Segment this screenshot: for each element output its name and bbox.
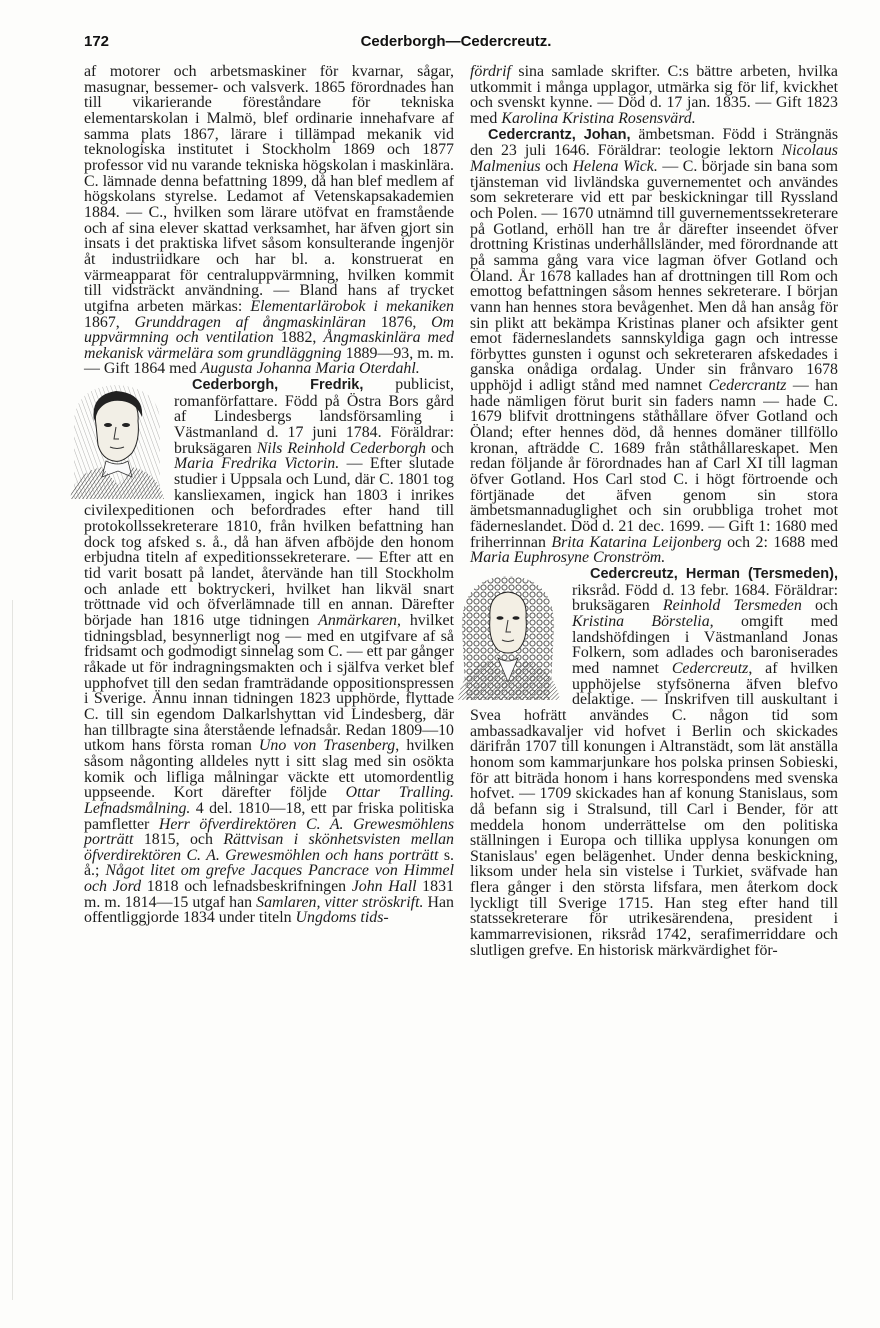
entry-cedercreutz: Cedercreutz, Herman (Tersmeden), riksråd. Född d. 13 febr. 1684. Föräldrar: bruksägaren Reinhold Tersmeden och Kristina Börstelia, omgift med landshöfdingen i Västmanland Jonas Folkern, som adlades och baroniserades med namnet Cedercreutz, af hvilken upphöjelse styfsönerna äfven blefvo delaktige. — Inskrifven till auskultant i Svea hofrätt användes C. någon tid som ambassadkavaljer vid hofvet i Berlin och skickades därifrån 1707 till konungen i Altranstädt, som lät anställa honom som kammarjunkare hos polska prinsen Sobieski, för att biträda honom i hans korrespondens med svenska hofvet. — 1709 skickades han af konung Stanislaus, som då befann sig i Stralsund, till Carl i Bender, för att meddela honom underrättelse om den politiska ställningen i Europa och tillika upplysa konungen om Stanislaus' egen belägenhet. Under denna beskickning, liksom under hela sin vistelse i Turkiet, sväfvade han flera gånger i den största lifsfara, men återkom dock lyckligt till Sverige 1715. Han steg efter hand till statssekreterare för utrikesärendena, president i kammarrevisionen, riksråd 1742, serafimerriddare och slutligen grefve. En historisk märkvärdighet för- [470, 566, 838, 958]
right-column [470, 64, 838, 958]
running-title: Cederborgh—Cedercreutz. [360, 33, 552, 50]
entry-headword: Cederborgh, Fredrik, [192, 377, 364, 394]
engraved-portrait-wigged-man-icon [452, 570, 564, 700]
entry-continuation: fördrif sina samlade skrifter. C:s bättre arbeten, hvilka utkommit i många upplagor, utmärka sig för lif, kvickhet och svenskt kynne. — Död d. 17 jan. 1835. — Gift 1823 med Karolina Kristina Rosensvärd. [470, 63, 838, 127]
entry-headword: Cedercreutz, Herman (Tersmeden), [590, 566, 838, 582]
previous-entry-continuation: af motorer och arbetsmaskiner för kvarnar, sågar, masugnar, bessemer- och valsverk. 1865 förordnades han till vikarierande föreståndare för tekniska elementarskolan i Malmö, blef ordinarie innehafvare af samma plats 1867, lärare i tillämpad mekanik vid teknologiska institutet i Stockholm 1869 och 1877 professor vid nu varande tekniska högskolan i maskinlära. C. lämnade denna befattning 1899, då han blef medlem af högskolans styrelse. Ledamot af Vetenskapsakademien 1884. — C., hvilken som lärare utöfvat en framstående och af sina elever skattad verksamhet, har äfven gjort sin insats i det praktiska lifvet såsom konsulterande ingenjör åt industriidkare och har bl. a. konstruerat en värmeapparat för centraluppvärmning, hvilken kommit till vidsträckt användning. — Bland hans af trycket utgifna arbeten märkas: Elementarlärobok i mekaniken 1867, Grunddragen af ångmaskinläran 1876, Om uppvärmning och ventilation 1882, Ångmaskinlära med mekanisk värmelära som grundläggning 1889—93, m. m. — Gift 1864 med Augusta Johanna Maria Oterdahl. [84, 63, 455, 378]
page-number: 172 [84, 33, 110, 50]
portrait-cedercreutz [452, 570, 564, 700]
page-gutter-line [12, 600, 13, 1300]
engraved-portrait-man-icon [66, 381, 166, 499]
left-column [84, 64, 454, 926]
page-header [84, 33, 828, 55]
entry-headword: Cedercrantz, Johan, [488, 126, 631, 143]
portrait-cederborgh [66, 381, 166, 499]
entry-cedercrantz: Cedercrantz, Johan, ämbetsman. Född i Strängnäs den 23 juli 1646. Föräldrar: teologie lektorn Nicolaus Malmenius och Helena Wick. — C. började sin bana som tjänsteman vid livländska guvernementet och användes som sekreterare vid ett par beskickningar till Ryssland och Polen. — 1670 utnämnd till guvernementssekreterare på Gotland, erhöll han tre år därefter inseendet öfver drottning Kristinas underhållsländer, med förordnande att på samma gång vara vice lagman öfver Gotland och Öland. År 1678 kallades han af drottningen till Rom och emottog befattningen såsom hennes sekreterare. I början vann han hennes stora bevågenhet. Men då han ansåg för sin plikt att bekämpa Kristinas planer och afsikter gent emot fäderneslandets sannskyldiga gagn och intresse förbyttes gunsten i ogunst och sekreteraren afskedades i ganska onådiga ordalag. Under sin frånvaro 1678 upphöjd i adligt stånd med namnet Cedercrantz — han hade nämligen förut burit sin faders namn — hade C. 1679 blifvit drottningens ståthållare öfver Gotland och Öland; efter hennes död, då hennes domäner tillföllo kronan, afträdde C. 1689 från ståthållareskapet. Men redan följande år förordnades han af Carl XI till lagman öfver Gotland. Hos Carl stod C. i högt förtroende och förtjänade det äfven genom sin stora ämbetsmannaduglighet och sin orubbliga trohet mot fäderneslandet. Död d. 21 dec. 1699. — Gift 1: 1680 med friherrinnan Brita Katarina Leijonberg och 2: 1688 med Maria Euphrosyne Cronström. [470, 125, 839, 567]
entry-cederborgh: Cederborgh, Fredrik, publicist, romanförfattare. Född på Östra Bors gård af Lindesbergs landsförsamling i Västmanland d. 17 juni 1784. Föräldrar: bruksägaren Nils Reinhold Cederborgh och Maria Fredrika Victorin. — Efter slutade studier i Uppsala och Lund, där C. 1801 tog kansliexamen, ingick han 1803 i inrikes civilexpeditionen och befordrades efter hand till protokollssekreterare 1810, från hvilken befattning han dock tog afsked s. å., då han äfven afböjde den honom erbjudna titeln af expeditionssekreterare. — Efter att en tid varit bosatt på landet, återvände han till Stockholm och anlade ett boktryckeri, hvilket han likväl snart tröttnade vid och öfverlämnade till en annan. Därefter började han 1816 utge tidningen Anmärkaren, hvilket tidningsblad, besynnerligt nog — med en utgifvare af så fridsamt och godmodigt sinnelag som C. — ett par gånger råkade ut för indragningsmakten och i själfva verket blef upphofvet till den sedan framträdande oppositionspressen i Sverige. Ännu innan tidningen 1823 upphörde, flyttade C. till sin egendom Dalkarlshyttan vid Lindesberg, där han tillbragte sina återstående lefnadsår. Redan 1809—10 utkom hans första roman Uno von Trasenberg, hvilken såsom någonting alldeles nytt i sitt slag med sin osökta komik och lifliga målningar väckte ett utomordentlig uppseende. Kort därefter följde Ottar Tralling. Lefnadsmålning. 4 del. 1810—18, ett par friska politiska pamfletter Herr öfverdirektören C. A. Grewesmöhlens porträtt 1815, och Rättvisan i skönhetsvisten mellan öfverdirektören C. A. Grewesmöhlen och hans porträtt s. å.; Något litet om grefve Jacques Pancrace von Himmel och Jord 1818 och lefnadsbeskrifningen John Hall 1831 m. m. 1814—15 utgaf han Samlaren, vitter ströskrift. Han offentliggjorde 1834 under titeln Ungdoms tids- [84, 377, 454, 926]
